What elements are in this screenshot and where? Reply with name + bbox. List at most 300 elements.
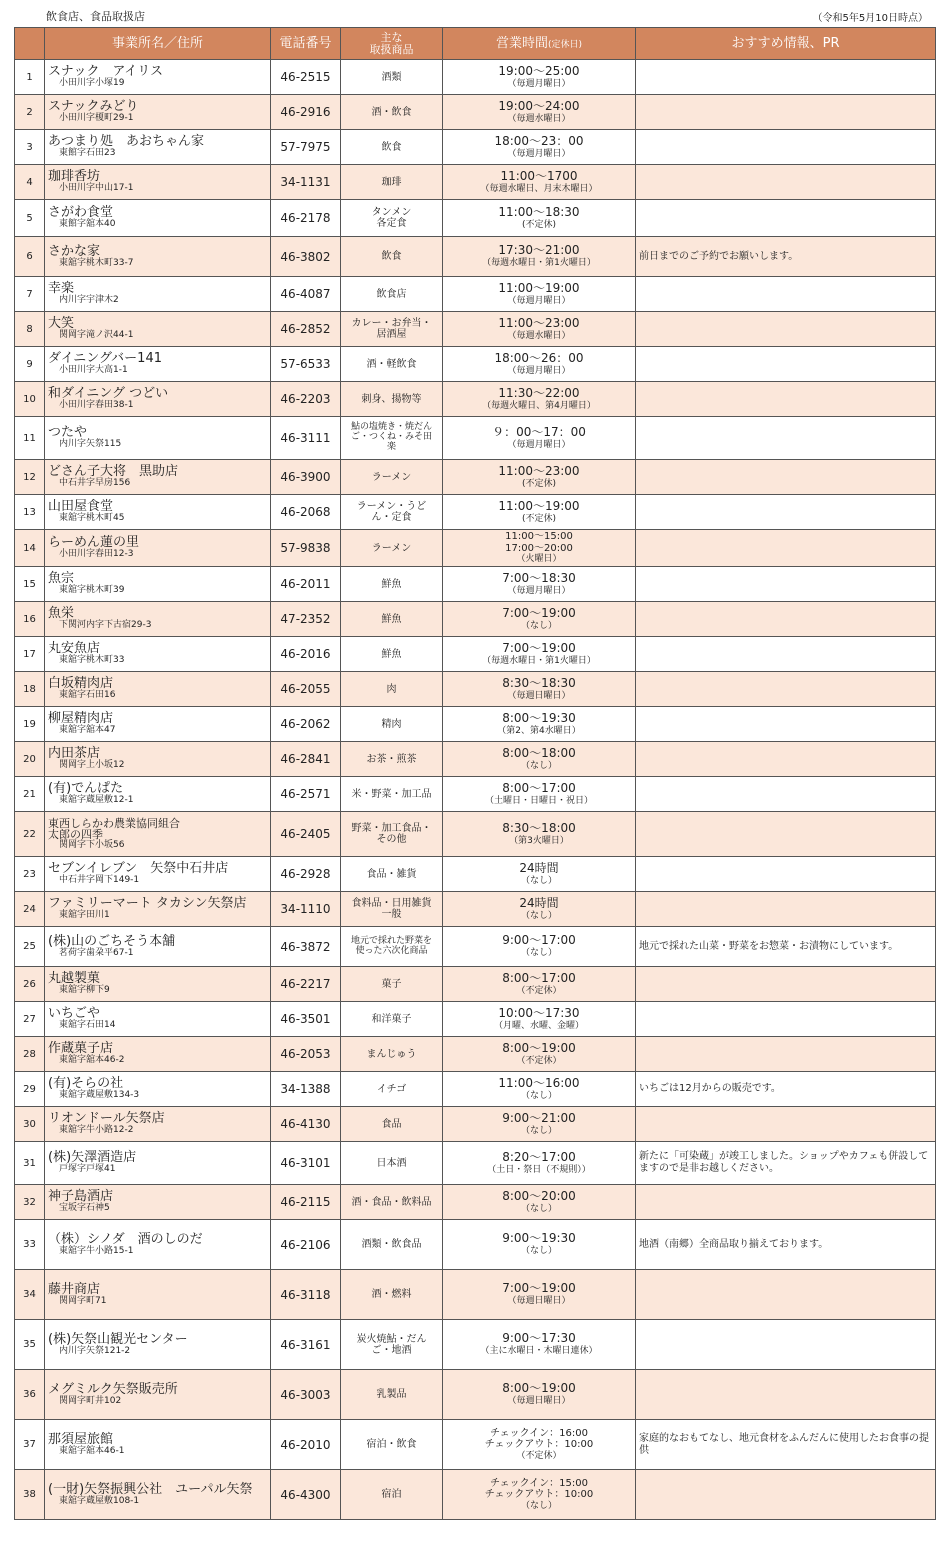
business-name: 山田屋食堂 bbox=[48, 499, 114, 515]
business-hours: 11:00～15:00 17:00～20:00 bbox=[505, 531, 573, 554]
hours-cell bbox=[443, 637, 636, 672]
phone-number: 46-3003 bbox=[271, 1370, 341, 1420]
hours-cell bbox=[443, 602, 636, 637]
row-number: 3 bbox=[15, 130, 45, 165]
business-cell bbox=[45, 1002, 271, 1037]
business-address: 小田川字中山17-1 bbox=[59, 183, 134, 194]
main-products: 刺身、揚物等 bbox=[341, 382, 443, 417]
business-name: （株）シノダ 酒のしのだ bbox=[48, 1231, 203, 1247]
column-header-hours bbox=[443, 28, 636, 60]
business-cell bbox=[45, 165, 271, 200]
row-number: 25 bbox=[15, 927, 45, 967]
business-hours: 8:30～18:00 bbox=[502, 820, 576, 835]
business-name: 和ダイニング つどい bbox=[48, 386, 169, 402]
closed-days: （毎週火曜日、第4月曜日） bbox=[482, 400, 596, 411]
business-hours: 9:00～17:00 bbox=[502, 933, 576, 948]
business-cell bbox=[45, 495, 271, 530]
business-hours: 8:30～18:30 bbox=[502, 675, 576, 690]
business-address: 内川字矢祭115 bbox=[59, 439, 122, 450]
phone-number: 46-2068 bbox=[271, 495, 341, 530]
phone-number: 57-9838 bbox=[271, 530, 341, 567]
as-of-date: （令和5年5月10日時点） bbox=[812, 13, 928, 24]
table-row bbox=[15, 1470, 936, 1520]
phone-number: 46-4130 bbox=[271, 1107, 341, 1142]
business-name: 幸楽 bbox=[48, 281, 75, 297]
main-products: ラーメン bbox=[341, 530, 443, 567]
table-row bbox=[15, 312, 936, 347]
hours-cell bbox=[443, 567, 636, 602]
business-cell bbox=[45, 602, 271, 637]
business-address: 東舘字蔵屋敷134-3 bbox=[59, 1090, 140, 1101]
hours-cell bbox=[443, 1420, 636, 1470]
phone-number: 46-3802 bbox=[271, 237, 341, 277]
pr-info bbox=[636, 1470, 936, 1520]
closed-days: （毎週月曜日） bbox=[507, 439, 571, 450]
business-address: 東舘字舘本47 bbox=[59, 725, 116, 736]
business-name: ダイニングバー141 bbox=[48, 351, 162, 367]
business-hours: 11:00～18:30 bbox=[498, 204, 580, 219]
table-row bbox=[15, 417, 936, 460]
business-cell bbox=[45, 417, 271, 460]
column-header-hours-sub: (定休日) bbox=[547, 39, 583, 50]
hours-cell bbox=[443, 927, 636, 967]
column-header-no bbox=[15, 28, 45, 60]
business-address: 小田川字春田12-3 bbox=[59, 549, 134, 560]
business-cell bbox=[45, 742, 271, 777]
pr-info bbox=[636, 382, 936, 417]
business-hours: 19:00～25:00 bbox=[498, 63, 580, 78]
business-hours: 8:00～17:00 bbox=[502, 780, 576, 795]
hours-cell bbox=[443, 95, 636, 130]
business-address: 宝坂字石神5 bbox=[59, 1203, 110, 1214]
business-hours: 9:00～19:30 bbox=[502, 1231, 576, 1246]
main-products: 鮎の塩焼き・焼だん ご・つくね・みそ田 楽 bbox=[341, 417, 443, 460]
business-address: 東舘字田川1 bbox=[59, 910, 110, 921]
closed-days: （毎週水曜日・第1火曜日） bbox=[482, 258, 596, 269]
main-products: 宿泊・飲食 bbox=[341, 1420, 443, 1470]
phone-number: 46-2011 bbox=[271, 567, 341, 602]
main-products: 炭火焼鮎・だん ご・地酒 bbox=[341, 1320, 443, 1370]
business-address: 東舘字舘本46-2 bbox=[59, 1055, 125, 1066]
table-row bbox=[15, 60, 936, 95]
closed-days: （なし） bbox=[520, 1090, 557, 1101]
row-number: 6 bbox=[15, 237, 45, 277]
business-name: あつまり処 あおちゃん家 bbox=[48, 134, 205, 150]
phone-number: 46-3872 bbox=[271, 927, 341, 967]
main-products: 酒・燃料 bbox=[341, 1270, 443, 1320]
business-cell bbox=[45, 672, 271, 707]
phone-number: 34-1388 bbox=[271, 1072, 341, 1107]
business-cell bbox=[45, 237, 271, 277]
hours-cell bbox=[443, 672, 636, 707]
pr-info: 地酒（南郷）全商品取り揃えております。 bbox=[636, 1220, 936, 1270]
main-products: 酒類・飲食品 bbox=[341, 1220, 443, 1270]
row-number: 33 bbox=[15, 1220, 45, 1270]
hours-cell bbox=[443, 1470, 636, 1520]
table-row bbox=[15, 1420, 936, 1470]
business-address: 東舘字蔵屋敷108-1 bbox=[59, 1495, 140, 1506]
table-row bbox=[15, 200, 936, 237]
business-cell bbox=[45, 200, 271, 237]
closed-days: （毎週水曜日・第1火曜日） bbox=[482, 655, 596, 666]
pr-info bbox=[636, 1107, 936, 1142]
row-number: 17 bbox=[15, 637, 45, 672]
closed-days: （土日・祭日（不規則）） bbox=[487, 1164, 591, 1175]
pr-info bbox=[636, 1270, 936, 1320]
main-products: お茶・煎茶 bbox=[341, 742, 443, 777]
business-address: 内川字宇津木2 bbox=[59, 295, 119, 306]
business-name: (一財)矢祭振興公社 ユーパル矢祭 bbox=[48, 1481, 253, 1497]
business-address: 東舘字桃木町33 bbox=[59, 655, 125, 666]
column-header-hours-main: 営業時間 bbox=[495, 35, 548, 51]
business-cell bbox=[45, 460, 271, 495]
business-cell bbox=[45, 130, 271, 165]
phone-number: 46-4087 bbox=[271, 277, 341, 312]
hours-cell bbox=[443, 1220, 636, 1270]
business-name: ファミリーマート タカシン矢祭店 bbox=[48, 896, 247, 912]
table-row bbox=[15, 892, 936, 927]
column-header-pr: おすすめ情報、PR bbox=[636, 28, 936, 60]
business-address: 東舘字桃木町33-7 bbox=[59, 257, 134, 268]
phone-number: 46-2916 bbox=[271, 95, 341, 130]
pr-info bbox=[636, 602, 936, 637]
business-name: 東西しらかわ農業協同組合 太郎の四季 bbox=[48, 816, 180, 842]
main-products: ラーメン・うど ん・定食 bbox=[341, 495, 443, 530]
business-name: 魚栄 bbox=[48, 606, 75, 622]
business-hours: 8:00～19:00 bbox=[502, 1040, 576, 1055]
business-name: スナック アイリス bbox=[48, 64, 164, 80]
phone-number: 46-2405 bbox=[271, 812, 341, 857]
pr-info: 地元で採れた山菜・野菜をお惣菜・お漬物にしています。 bbox=[636, 927, 936, 967]
pr-info bbox=[636, 130, 936, 165]
main-products: 宿泊 bbox=[341, 1470, 443, 1520]
business-name: (株)矢祭山観光センター bbox=[48, 1331, 188, 1347]
row-number: 8 bbox=[15, 312, 45, 347]
hours-cell bbox=[443, 812, 636, 857]
business-name: 魚宗 bbox=[48, 571, 75, 587]
business-address: 小田川字榎町29-1 bbox=[59, 113, 134, 124]
hours-cell bbox=[443, 277, 636, 312]
business-address: 東舘字石田14 bbox=[59, 1020, 116, 1031]
business-address: 戸塚字戸塚41 bbox=[59, 1164, 116, 1175]
hours-cell bbox=[443, 237, 636, 277]
row-number: 28 bbox=[15, 1037, 45, 1072]
row-number: 18 bbox=[15, 672, 45, 707]
pr-info bbox=[636, 777, 936, 812]
business-address: 東舘字牛小路12-2 bbox=[59, 1125, 134, 1136]
table-row bbox=[15, 1220, 936, 1270]
hours-cell bbox=[443, 1185, 636, 1220]
pr-info: 新たに「可染蔵」が竣工しました。ショップやカフェも併設してますので是非お越しください。 bbox=[636, 1142, 936, 1185]
pr-info bbox=[636, 742, 936, 777]
closed-days: （不定休） bbox=[516, 1055, 562, 1066]
main-products: 食品・雑貨 bbox=[341, 857, 443, 892]
main-products: 野菜・加工食品・ その他 bbox=[341, 812, 443, 857]
hours-cell bbox=[443, 417, 636, 460]
business-name: 白坂精肉店 bbox=[48, 676, 114, 692]
column-header-products-line2: 取扱商品 bbox=[369, 42, 414, 56]
business-name: 藤井商店 bbox=[48, 1281, 101, 1297]
table-row bbox=[15, 530, 936, 567]
closed-days: （なし） bbox=[520, 1203, 557, 1214]
business-address: 東舘字柳下9 bbox=[59, 985, 110, 996]
row-number: 9 bbox=[15, 347, 45, 382]
phone-number: 46-2016 bbox=[271, 637, 341, 672]
table-header-row bbox=[15, 28, 936, 60]
row-number: 27 bbox=[15, 1002, 45, 1037]
business-address: 小田川字小塚19 bbox=[59, 78, 125, 89]
pr-info bbox=[636, 495, 936, 530]
column-header-name: 事業所名／住所 bbox=[45, 28, 271, 60]
hours-cell bbox=[443, 1072, 636, 1107]
phone-number: 57-7975 bbox=[271, 130, 341, 165]
business-hours: 8:00～19:30 bbox=[502, 710, 576, 725]
pr-info bbox=[636, 637, 936, 672]
table-row bbox=[15, 1320, 936, 1370]
business-cell bbox=[45, 777, 271, 812]
business-name: 那須屋旅館 bbox=[48, 1431, 114, 1447]
closed-days: （毎週日曜日） bbox=[507, 1396, 571, 1407]
phone-number: 46-3501 bbox=[271, 1002, 341, 1037]
closed-days: （なし） bbox=[520, 948, 557, 959]
business-hours: 10:00～17:30 bbox=[498, 1005, 580, 1020]
table-row bbox=[15, 237, 936, 277]
business-cell bbox=[45, 1270, 271, 1320]
table-row bbox=[15, 460, 936, 495]
row-number: 7 bbox=[15, 277, 45, 312]
business-address: 内川字矢祭121-2 bbox=[59, 1345, 131, 1356]
table-row bbox=[15, 277, 936, 312]
row-number: 2 bbox=[15, 95, 45, 130]
main-products: 菓子 bbox=[341, 967, 443, 1002]
business-name: (株)矢澤酒造店 bbox=[48, 1150, 137, 1166]
phone-number: 46-3101 bbox=[271, 1142, 341, 1185]
business-hours: 7:00～19:00 bbox=[502, 640, 576, 655]
business-hours: 11:00～23:00 bbox=[498, 315, 580, 330]
row-number: 29 bbox=[15, 1072, 45, 1107]
phone-number: 46-2055 bbox=[271, 672, 341, 707]
closed-days: （毎週日曜日） bbox=[507, 690, 571, 701]
business-cell bbox=[45, 1072, 271, 1107]
table-row bbox=[15, 165, 936, 200]
pr-info bbox=[636, 460, 936, 495]
main-products: ラーメン bbox=[341, 460, 443, 495]
pr-info bbox=[636, 707, 936, 742]
closed-days: （なし） bbox=[520, 1246, 557, 1257]
closed-days: （主に水曜日・木曜日連休） bbox=[480, 1346, 598, 1357]
business-address: 東舘字牛小路15-1 bbox=[59, 1245, 134, 1256]
phone-number: 46-2841 bbox=[271, 742, 341, 777]
business-cell bbox=[45, 1470, 271, 1520]
row-number: 16 bbox=[15, 602, 45, 637]
main-products: 飲食 bbox=[341, 237, 443, 277]
main-products: 酒類 bbox=[341, 60, 443, 95]
phone-number: 46-2928 bbox=[271, 857, 341, 892]
business-hours: 11:00～19:00 bbox=[498, 280, 580, 295]
business-hours: 8:20～17:00 bbox=[502, 1149, 576, 1164]
table-row bbox=[15, 95, 936, 130]
business-hours: 11:00～23:00 bbox=[498, 463, 580, 478]
hours-cell bbox=[443, 312, 636, 347]
hours-cell bbox=[443, 857, 636, 892]
main-products: 珈琲 bbox=[341, 165, 443, 200]
closed-days: （毎週水曜日） bbox=[507, 330, 571, 341]
column-header-products bbox=[341, 28, 443, 60]
business-name: 丸安魚店 bbox=[48, 641, 101, 657]
hours-cell bbox=[443, 892, 636, 927]
main-products: 米・野菜・加工品 bbox=[341, 777, 443, 812]
phone-number: 46-4300 bbox=[271, 1470, 341, 1520]
row-number: 36 bbox=[15, 1370, 45, 1420]
row-number: 23 bbox=[15, 857, 45, 892]
pr-info bbox=[636, 967, 936, 1002]
business-hours: 24時間 bbox=[519, 860, 559, 875]
business-cell bbox=[45, 812, 271, 857]
business-hours: 8:00～17:00 bbox=[502, 970, 576, 985]
pr-info: いちごは12月からの販売です。 bbox=[636, 1072, 936, 1107]
hours-cell bbox=[443, 165, 636, 200]
business-name: 珈琲香坊 bbox=[48, 169, 101, 185]
hours-cell bbox=[443, 1002, 636, 1037]
business-hours: 7:00～19:00 bbox=[502, 605, 576, 620]
business-cell bbox=[45, 707, 271, 742]
business-cell bbox=[45, 1420, 271, 1470]
business-cell bbox=[45, 60, 271, 95]
business-cell bbox=[45, 347, 271, 382]
page-category-title: 飲食店、食品取扱店 bbox=[46, 10, 145, 23]
phone-number: 47-2352 bbox=[271, 602, 341, 637]
business-cell bbox=[45, 1142, 271, 1185]
pr-info bbox=[636, 277, 936, 312]
row-number: 19 bbox=[15, 707, 45, 742]
closed-days: （不定休） bbox=[516, 1450, 562, 1461]
hours-cell bbox=[443, 1107, 636, 1142]
closed-days: （なし） bbox=[520, 1500, 557, 1511]
row-number: 31 bbox=[15, 1142, 45, 1185]
main-products: 食料品・日用雑貨 一般 bbox=[341, 892, 443, 927]
business-name: (有)そらの社 bbox=[48, 1076, 124, 1092]
business-hours: 8:00～20:00 bbox=[502, 1188, 576, 1203]
table-row bbox=[15, 382, 936, 417]
main-products: 飲食 bbox=[341, 130, 443, 165]
pr-info bbox=[636, 1037, 936, 1072]
business-name: 内田茶店 bbox=[48, 746, 101, 762]
phone-number: 46-3900 bbox=[271, 460, 341, 495]
pr-info bbox=[636, 567, 936, 602]
table-row bbox=[15, 637, 936, 672]
business-name: さかな家 bbox=[48, 243, 101, 259]
column-header-tel: 電話番号 bbox=[271, 28, 341, 60]
main-products: 飲食店 bbox=[341, 277, 443, 312]
closed-days: （なし） bbox=[520, 1125, 557, 1136]
table-row bbox=[15, 857, 936, 892]
phone-number: 46-2053 bbox=[271, 1037, 341, 1072]
main-products: タンメン 各定食 bbox=[341, 200, 443, 237]
main-products: カレー・お弁当・ 居酒屋 bbox=[341, 312, 443, 347]
business-address: 下関河内字下古宿29-3 bbox=[59, 620, 152, 631]
business-address: 東舘字蔵屋敷12-1 bbox=[59, 795, 134, 806]
table-row bbox=[15, 1270, 936, 1320]
business-hours: 8:00～18:00 bbox=[502, 745, 576, 760]
main-products: 酒・軽飲食 bbox=[341, 347, 443, 382]
hours-cell bbox=[443, 347, 636, 382]
row-number: 30 bbox=[15, 1107, 45, 1142]
row-number: 5 bbox=[15, 200, 45, 237]
row-number: 12 bbox=[15, 460, 45, 495]
business-name: (株)山のごちそう本舗 bbox=[48, 933, 176, 949]
table-row bbox=[15, 567, 936, 602]
business-name: スナックみどり bbox=[48, 99, 139, 115]
phone-number: 46-2062 bbox=[271, 707, 341, 742]
closed-days: （土曜日・日曜日・祝日） bbox=[484, 795, 593, 806]
business-name: メグミルク矢祭販売所 bbox=[48, 1381, 178, 1397]
business-address: 中石井字岡下149-1 bbox=[59, 875, 140, 886]
row-number: 15 bbox=[15, 567, 45, 602]
pr-info: 前日までのご予約でお願いします。 bbox=[636, 237, 936, 277]
hours-cell bbox=[443, 707, 636, 742]
row-number: 21 bbox=[15, 777, 45, 812]
table-row bbox=[15, 777, 936, 812]
table-row bbox=[15, 130, 936, 165]
row-number: 11 bbox=[15, 417, 45, 460]
closed-days: （火曜日） bbox=[516, 554, 562, 565]
hours-cell bbox=[443, 200, 636, 237]
business-hours: 18:00～23：00 bbox=[494, 133, 584, 148]
business-name: 大笑 bbox=[48, 316, 75, 332]
column-header-products-line1: 主な bbox=[380, 30, 403, 44]
row-number: 10 bbox=[15, 382, 45, 417]
business-address: 関岡字滝ノ沢44-1 bbox=[59, 330, 134, 341]
row-number: 13 bbox=[15, 495, 45, 530]
business-address: 小田川字春田38-1 bbox=[59, 400, 134, 411]
table-row bbox=[15, 1072, 936, 1107]
business-hours: 11:00～19:00 bbox=[498, 498, 580, 513]
business-cell bbox=[45, 1220, 271, 1270]
business-name: つたや bbox=[48, 425, 88, 441]
pr-info bbox=[636, 672, 936, 707]
business-address: 東舘字石田16 bbox=[59, 690, 116, 701]
row-number: 37 bbox=[15, 1420, 45, 1470]
business-hours: 11:00～16:00 bbox=[498, 1075, 580, 1090]
row-number: 26 bbox=[15, 967, 45, 1002]
main-products: まんじゅう bbox=[341, 1037, 443, 1072]
closed-days: （毎週水曜日、月末木曜日） bbox=[480, 183, 598, 194]
pr-info bbox=[636, 812, 936, 857]
business-hours: 9:00～21:00 bbox=[502, 1110, 576, 1125]
pr-info bbox=[636, 1185, 936, 1220]
pr-info: 家庭的なおもてなし、地元食材をふんだんに使用したお食事の提供 bbox=[636, 1420, 936, 1470]
business-address: 関岡字上小坂12 bbox=[59, 760, 125, 771]
pr-info bbox=[636, 60, 936, 95]
main-products: イチゴ bbox=[341, 1072, 443, 1107]
phone-number: 46-2115 bbox=[271, 1185, 341, 1220]
pr-info bbox=[636, 857, 936, 892]
hours-cell bbox=[443, 777, 636, 812]
main-products: 酒・飲食 bbox=[341, 95, 443, 130]
pr-info bbox=[636, 347, 936, 382]
pr-info bbox=[636, 200, 936, 237]
phone-number: 46-3161 bbox=[271, 1320, 341, 1370]
main-products: 日本酒 bbox=[341, 1142, 443, 1185]
business-name: リオンドール矢祭店 bbox=[48, 1111, 165, 1127]
business-name: 丸越製菓 bbox=[48, 971, 101, 987]
phone-number: 46-3111 bbox=[271, 417, 341, 460]
closed-days: （なし） bbox=[520, 910, 557, 921]
phone-number: 46-2203 bbox=[271, 382, 341, 417]
table-row bbox=[15, 1037, 936, 1072]
main-products: 酒・食品・飲料品 bbox=[341, 1185, 443, 1220]
business-cell bbox=[45, 95, 271, 130]
